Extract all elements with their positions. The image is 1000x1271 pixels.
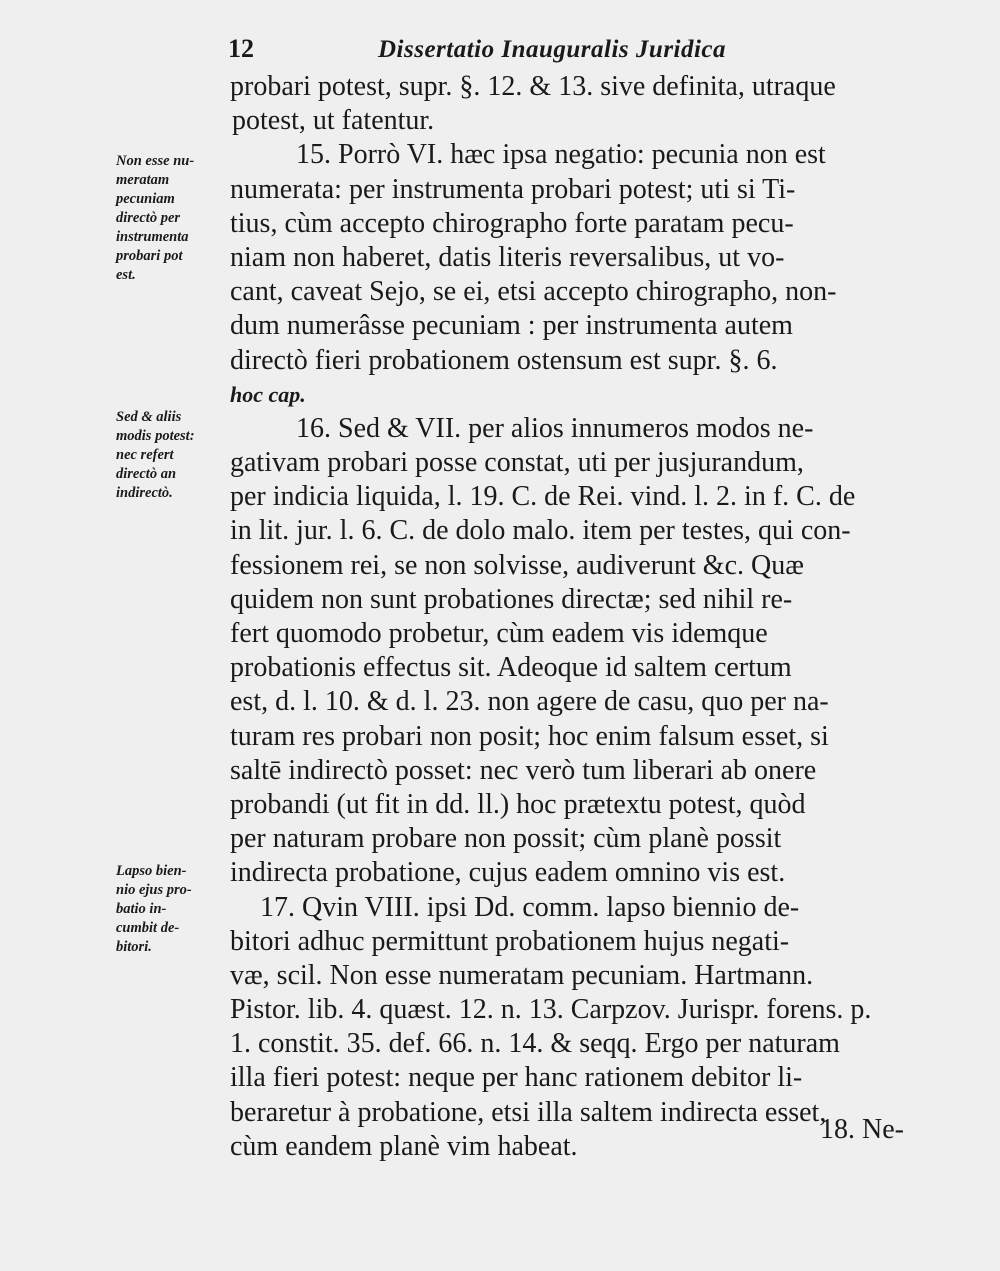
text-line: tius, cùm accepto chirographo forte paratam pecu- xyxy=(230,207,794,239)
text-line: 16. Sed & VII. per alios innumeros modos ne- xyxy=(296,412,814,444)
margin-note-line: probari pot xyxy=(116,248,183,264)
text-line: fessionem rei, se non solvisse, audiverunt &c. Quæ xyxy=(230,549,804,581)
margin-note-line: batio in- xyxy=(116,901,167,917)
margin-note-line: pecuniam xyxy=(116,191,175,207)
catchword: 18. Ne- xyxy=(820,1114,904,1145)
text-line: per naturam probare non possit; cùm planè possit xyxy=(230,823,782,855)
margin-note-line: nio ejus pro- xyxy=(116,882,192,898)
text-line: indirecta probatione, cujus eadem omnino vis est. xyxy=(230,857,786,889)
text-line: saltē indirectò posset: nec verò tum liberari ab onere xyxy=(230,754,817,786)
margin-note-line: bitori. xyxy=(116,939,152,955)
text-line: 17. Qvin VIII. ipsi Dd. comm. lapso biennio de- xyxy=(260,891,800,923)
margin-note xyxy=(116,408,236,503)
margin-note-line: nec refert xyxy=(116,447,174,463)
text-line: bitori adhuc permittunt probationem hujus negati- xyxy=(230,925,790,957)
text-line: cùm eandem planè vim habeat. xyxy=(230,1130,578,1162)
text-line: quidem non sunt probationes directæ; sed nihil re- xyxy=(230,583,793,615)
text-line: potest, ut fatentur. xyxy=(232,105,435,137)
margin-note-line: Lapso bien- xyxy=(116,863,187,879)
margin-note xyxy=(116,862,236,957)
margin-note-line: est. xyxy=(116,267,136,283)
text-line: 15. Porrò VI. hæc ipsa negatio: pecunia non est xyxy=(296,139,826,171)
page-header xyxy=(228,34,798,68)
text-line: 1. constit. 35. def. 66. n. 14. & seqq. Ergo per naturam xyxy=(230,1028,840,1060)
text-line: turam res probari non posit; hoc enim falsum esset, si xyxy=(230,720,829,752)
text-line: væ, scil. Non esse numeratam pecuniam. Hartmann. xyxy=(230,959,814,991)
text-line: hoc cap. xyxy=(230,381,306,407)
margin-note-line: cumbit de- xyxy=(116,920,180,936)
margin-note-line: instrumenta xyxy=(116,229,189,245)
margin-note-line: directò per xyxy=(116,210,181,226)
text-line: niam non haberet, datis literis reversalibus, ut vo- xyxy=(230,241,785,273)
text-line: est, d. l. 10. & d. l. 23. non agere de casu, quo per na- xyxy=(230,686,829,718)
text-line: directò fieri probationem ostensum est supr. §. 6. xyxy=(230,344,778,376)
margin-note-line: indirectò. xyxy=(116,485,173,501)
margin-note xyxy=(116,152,236,285)
text-line: per indicia liquida, l. 19. C. de Rei. vind. l. 2. in f. C. de xyxy=(230,481,856,513)
text-line: beraretur à probatione, etsi illa saltem indirecta esset, xyxy=(230,1096,827,1128)
page-number: 12 xyxy=(228,34,254,63)
text-line: numerata: per instrumenta probari potest; uti si Ti- xyxy=(230,173,796,205)
text-line: probandi (ut fit in dd. ll.) hoc prætextu potest, quòd xyxy=(230,788,806,820)
text-line: probari potest, supr. §. 12. & 13. sive definita, utraque xyxy=(230,71,836,102)
text-line: dum numerâsse pecuniam : per instrumenta autem xyxy=(230,310,793,342)
margin-note-line: directò an xyxy=(116,466,177,482)
margin-note-line: modis potest: xyxy=(116,428,195,444)
text-line: cant, caveat Sejo, se ei, etsi accepto chirographo, non- xyxy=(230,276,837,308)
text-line: probationis effectus sit. Adeoque id saltem certum xyxy=(230,652,792,684)
margin-note-line: meratam xyxy=(116,172,170,188)
margin-note-line: Non esse nu- xyxy=(116,153,195,169)
text-line: illa fieri potest: neque per hanc rationem debitor li- xyxy=(230,1062,803,1094)
text-line: fert quomodo probetur, cùm eadem vis idemque xyxy=(230,618,768,649)
running-title: Dissertatio Inauguralis Juridica xyxy=(378,36,727,63)
margin-note-line: Sed & aliis xyxy=(116,409,182,425)
text-line: gativam probari posse constat, uti per jusjurandum, xyxy=(230,447,804,479)
main-text xyxy=(230,70,910,1164)
text-line: in lit. jur. l. 6. C. de dolo malo. item per testes, qui con- xyxy=(230,515,851,547)
text-line: Pistor. lib. 4. quæst. 12. n. 13. Carpzov. Jurispr. forens. p. xyxy=(230,994,872,1026)
